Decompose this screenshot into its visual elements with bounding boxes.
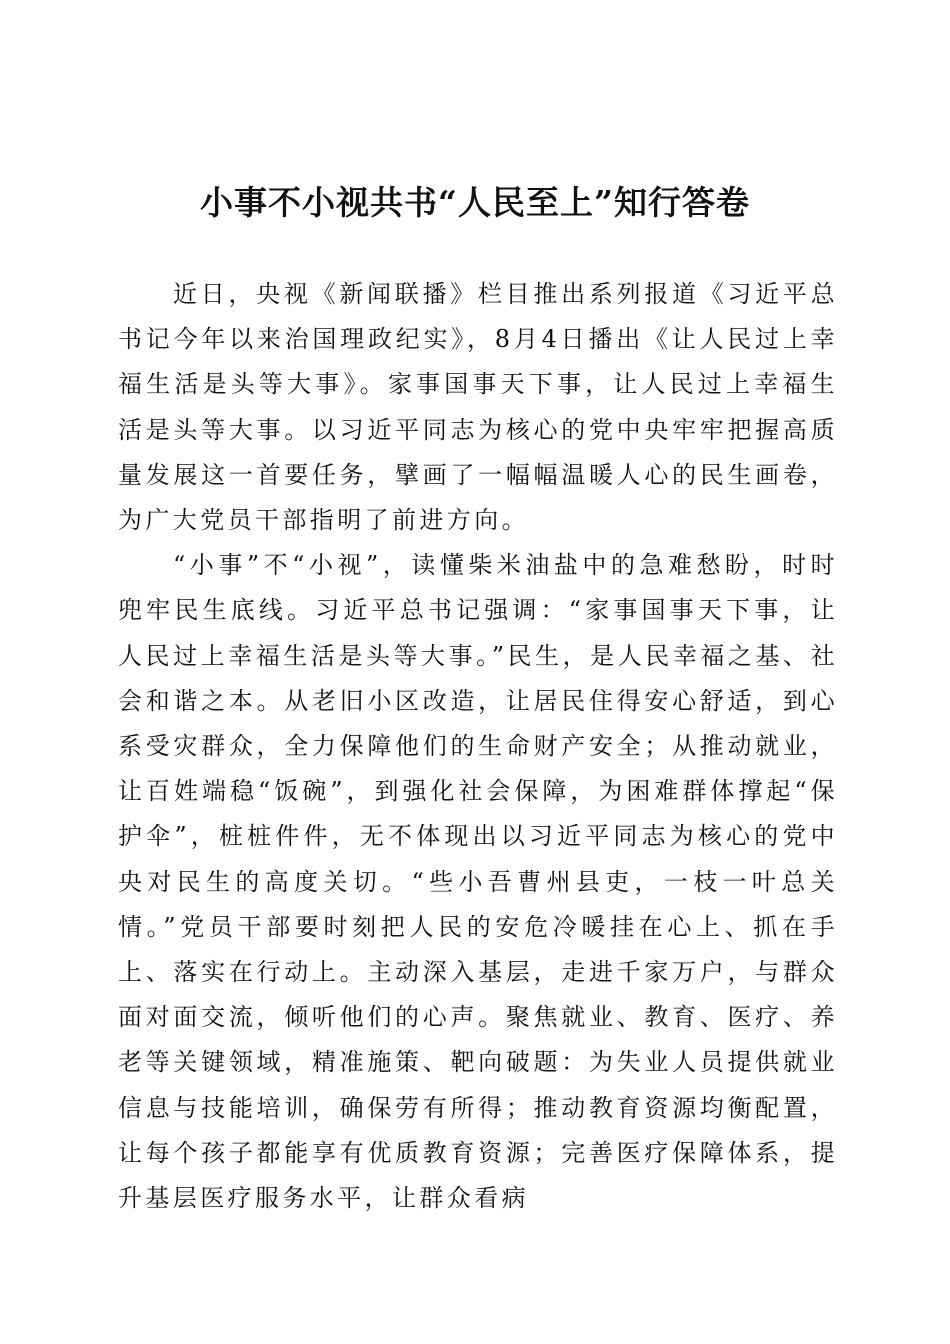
- paragraph-1: 近日，央视《新闻联播》栏目推出系列报道《习近平总书记今年以来治国理政纪实》，8月4日播出《让人民过上幸福生活是头等大事》。家事国事天下事，让人民过上幸福生活是头等大事。以习近平同志为核心的党中央牢牢把握高质量发展这一首要任务，擘画了一幅幅温暖人心的民生画卷，为广大党员干部指明了前进方向。: [118, 280, 838, 535]
- paragraph-2: “小事”不“小视”，读懂柴米油盐中的急难愁盼，时时兜牢民生底线。习近平总书记强调：“家事国事天下事，让人民过上幸福生活是头等大事。”民生，是人民幸福之基、社会和谐之本。从老旧小区改造，让居民住得安心舒适，到心系受灾群众，全力保障他们的生命财产安全；从推动就业，让百姓端稳“饭碗”，到强化社会保障，为困难群体撑起“保护伞”，桩桩件件，无不体现出以习近平同志为核心的党中央对民生的高度关切。“些小吾曹州县吏，一枝一叶总关情。”党员干部要时刻把人民的安危冷暖挂在心上、抓在手上、落实在行动上。主动深入基层，走进千家万户，与群众面对面交流，倾听他们的心声。聚焦就业、教育、医疗、养老等关键领域，精准施策、靶向破题：为失业人员提供就业信息与技能培训，确保劳有所得；推动教育资源均衡配置，让每个孩子都能享有优质教育资源；完善医疗保障体系，提升基层医疗服务水平，让群众看病: [118, 551, 838, 1213]
- document-body: [118, 272, 838, 1221]
- document-title: 小事不小视共书“人民至上”知行答卷: [200, 183, 750, 222]
